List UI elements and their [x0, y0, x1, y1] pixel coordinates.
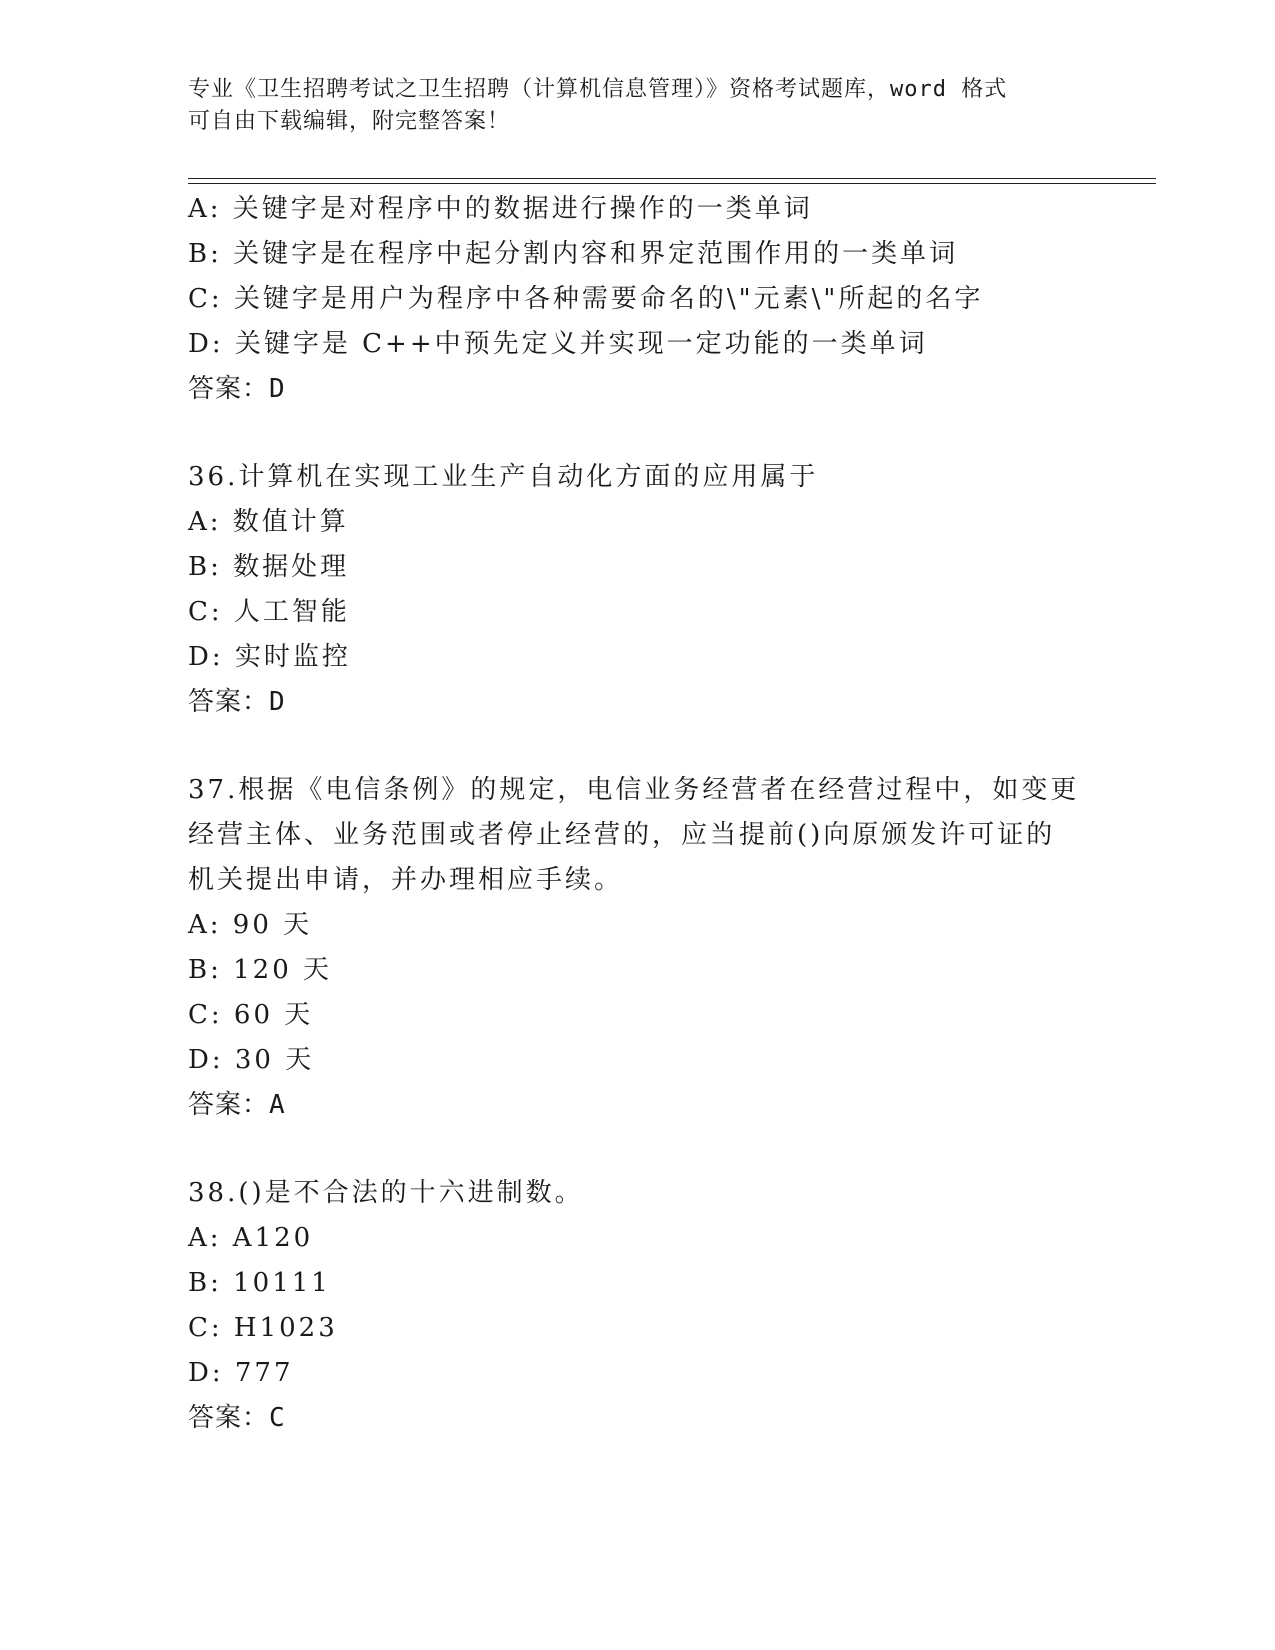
q37-answer-label: 答案：	[188, 1090, 270, 1120]
q38-option-c: C: H1023	[188, 1313, 338, 1343]
q35-answer	[188, 372, 286, 406]
q37-option-c: C: 60 天	[188, 1000, 314, 1030]
q35-option-d: D: 关键字是 C++中预先定义并实现一定功能的一类单词	[188, 329, 928, 359]
q36-option-a: A: 数值计算	[188, 507, 349, 537]
q37-stem-line-2: 经营主体、业务范围或者停止经营的，应当提前()向原颁发许可证的	[188, 820, 1056, 850]
q38-answer-value: C	[269, 1403, 286, 1433]
q36-option-c: C: 人工智能	[188, 597, 350, 627]
q37-stem-line-3: 机关提出申请，并办理相应手续。	[188, 865, 624, 895]
q35-option-c: C: 关键字是用户为程序中各种需要命名的\"元素\"所起的名字	[188, 284, 984, 314]
document-header	[188, 74, 1088, 138]
q38-option-d: D: 777	[188, 1358, 294, 1388]
q36-answer-label: 答案：	[188, 687, 270, 717]
q38-option-b: B: 10111	[188, 1268, 331, 1298]
q38-stem: 38.()是不合法的十六进制数。	[188, 1178, 584, 1208]
q36-answer-value: D	[269, 687, 286, 717]
q37-option-a: A: 90 天	[188, 910, 313, 940]
header-divider-top	[188, 178, 1156, 179]
q38-answer-label: 答案：	[188, 1403, 270, 1433]
q35-answer-value: D	[269, 374, 286, 404]
q36-option-b: B: 数据处理	[188, 552, 350, 582]
q37-answer-value: A	[269, 1090, 286, 1120]
q37-option-d: D: 30 天	[188, 1045, 315, 1075]
q36-stem: 36.计算机在实现工业生产自动化方面的应用属于	[188, 462, 819, 492]
header-divider-bottom	[188, 183, 1156, 184]
header-line-2: 可自由下载编辑，附完整答案！	[188, 109, 511, 134]
q37-answer	[188, 1088, 286, 1122]
q37-stem-line-1: 37.根据《电信条例》的规定，电信业务经营者在经营过程中，如变更	[188, 775, 1080, 805]
q38-answer	[188, 1401, 286, 1435]
q36-option-d: D: 实时监控	[188, 642, 351, 672]
q35-option-a: A: 关键字是对程序中的数据进行操作的一类单词	[188, 194, 813, 224]
q35-answer-label: 答案：	[188, 374, 270, 404]
q37-option-b: B: 120 天	[188, 955, 333, 985]
header-line-1: 专业《卫生招聘考试之卫生招聘（计算机信息管理）》资格考试题库，word 格式	[188, 77, 1008, 102]
q35-option-b: B: 关键字是在程序中起分割内容和界定范围作用的一类单词	[188, 239, 959, 269]
q38-option-a: A: A120	[188, 1223, 314, 1253]
q36-answer	[188, 685, 286, 719]
